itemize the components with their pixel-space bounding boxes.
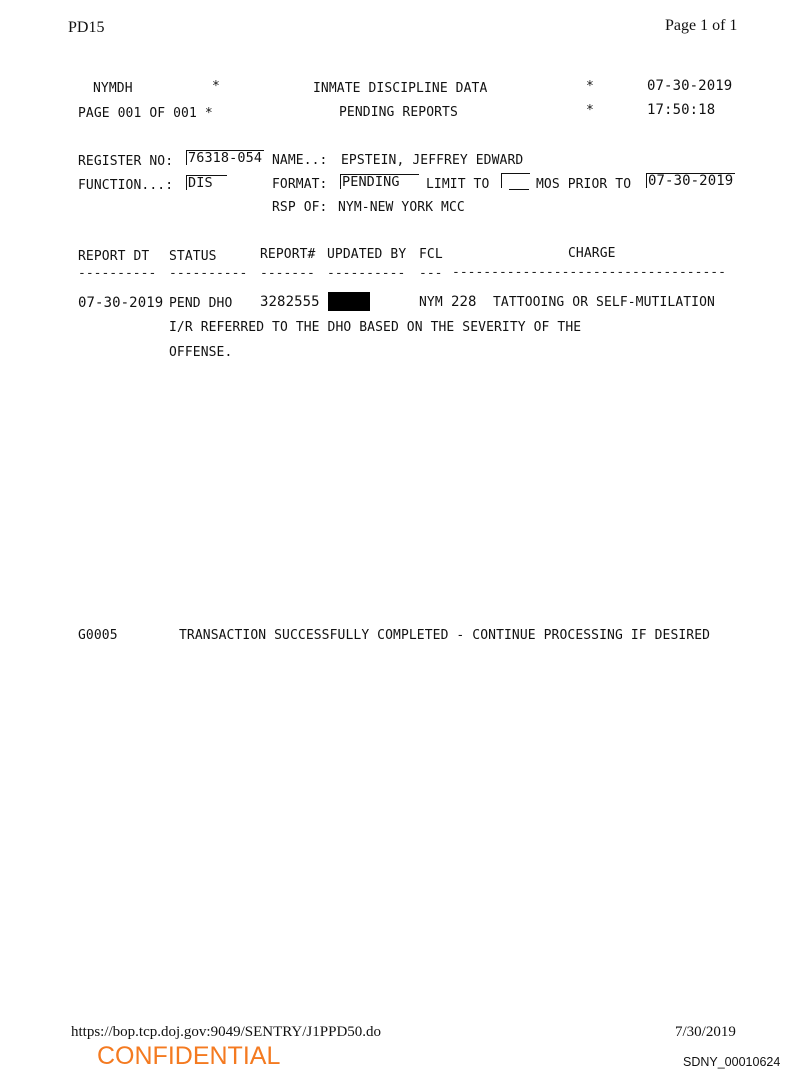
column-status: STATUS [169, 249, 217, 264]
screen-subtitle: PENDING REPORTS [339, 105, 458, 120]
header-star: * [586, 79, 594, 94]
column-divider: ---------- [327, 266, 406, 281]
name-label: NAME..: [272, 153, 328, 168]
report-fcl: NYM [419, 295, 443, 310]
footer-url: https://bop.tcp.doj.gov:9049/SENTRY/J1PPD50.do [71, 1024, 382, 1040]
format-value: PENDING [340, 174, 419, 189]
charge-code: 228 [451, 294, 477, 310]
mos-prior-field[interactable] [646, 173, 735, 189]
column-fcl: FCL [419, 247, 443, 262]
rsp-value: NYM-NEW YORK MCC [338, 200, 465, 215]
page-indicator: PAGE 001 OF 001 * [78, 106, 213, 121]
function-value: DIS [186, 175, 227, 190]
register-label: REGISTER NO: [78, 154, 174, 169]
screen-title: INMATE DISCIPLINE DATA [313, 81, 488, 96]
format-field[interactable] [340, 174, 419, 190]
column-divider: --- [419, 266, 443, 281]
rsp-label: RSP OF: [272, 200, 328, 215]
column-report-dt: REPORT DT [78, 249, 150, 264]
function-field[interactable] [186, 175, 227, 191]
limit-field[interactable] [501, 173, 530, 188]
footer-date: 7/30/2019 [675, 1024, 736, 1040]
column-charge: CHARGE [568, 246, 616, 261]
register-field[interactable] [186, 150, 264, 166]
column-divider: ---------- [78, 266, 157, 281]
column-divider: ----------------------------------- [452, 265, 726, 280]
name-value: EPSTEIN, JEFFREY EDWARD [341, 153, 524, 168]
print-header-left: PD15 [68, 19, 105, 36]
screen-date: 07-30-2019 [647, 78, 733, 94]
status-message: TRANSACTION SUCCESSFULLY COMPLETED - CONTINUE PROCESSING IF DESIRED [179, 628, 711, 643]
header-star: * [586, 103, 594, 118]
mos-prior-value: 07-30-2019 [648, 173, 734, 189]
confidential-stamp: CONFIDENTIAL [97, 1042, 281, 1070]
message-code: G0005 [78, 628, 118, 643]
mos-prior-label: MOS PRIOR TO [536, 177, 632, 192]
format-label: FORMAT: [272, 177, 328, 192]
bates-number: SDNY_00010624 [683, 1055, 781, 1069]
limit-field-underline [509, 189, 529, 190]
header-star: * [212, 79, 220, 94]
print-header-page: Page 1 of 1 [665, 17, 738, 34]
column-divider: ---------- [169, 266, 248, 281]
updated-by-redaction [328, 292, 370, 311]
system-id: NYMDH [93, 81, 133, 96]
register-value: 76318-054 [188, 150, 263, 166]
report-date: 07-30-2019 [78, 295, 164, 311]
screen-time: 17:50:18 [647, 102, 716, 118]
report-number: 3282555 [260, 294, 320, 310]
column-report-no: REPORT# [260, 247, 316, 262]
function-label: FUNCTION...: [78, 178, 174, 193]
charge-description: TATTOOING OR SELF-MUTILATION [493, 295, 715, 310]
report-note: OFFENSE. [169, 345, 233, 360]
limit-label: LIMIT TO [426, 177, 490, 192]
column-updated-by: UPDATED BY [327, 247, 407, 262]
report-note: I/R REFERRED TO THE DHO BASED ON THE SEVERITY OF THE [169, 320, 582, 335]
report-status: PEND DHO [169, 296, 233, 311]
column-divider: ------- [260, 266, 315, 281]
